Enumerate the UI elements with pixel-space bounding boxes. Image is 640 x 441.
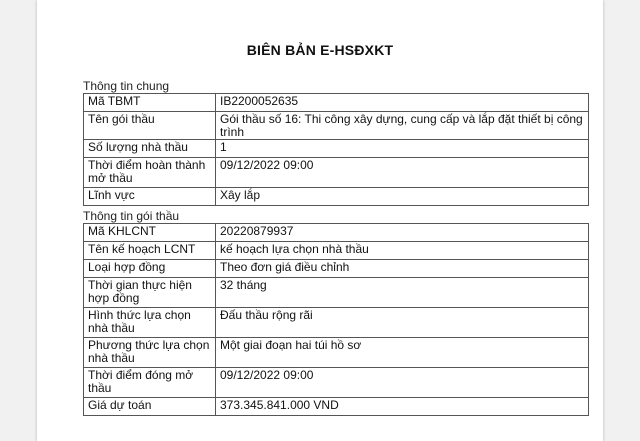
package-info-table	[83, 223, 589, 416]
table-row	[84, 278, 589, 308]
general-info-label: Thông tin chung	[83, 79, 170, 93]
table-row	[84, 338, 589, 368]
row-value: 20220879937	[216, 224, 589, 242]
document-title: BIÊN BẢN E-HSĐXKT	[246, 42, 394, 58]
row-key: Tên kế hoạch LCNT	[84, 242, 216, 260]
general-info-table	[83, 93, 589, 206]
row-key: Thời điểm đóng mở thầu	[84, 368, 216, 398]
package-info-label: Thông tin gói thầu	[83, 209, 180, 223]
row-key: Mã KHLCNT	[84, 224, 216, 242]
table-row	[84, 260, 589, 278]
row-key: Thời điểm hoàn thành mở thầu	[84, 158, 216, 188]
row-value: 32 tháng	[216, 278, 589, 308]
row-value: Gói thầu số 16: Thi công xây dựng, cung cấp và lắp đặt thiết bị công trình	[216, 112, 589, 140]
table-row	[84, 188, 589, 206]
row-value: IB2200052635	[216, 94, 589, 112]
row-value: kế hoạch lựa chọn nhà thầu	[216, 242, 589, 260]
row-key: Số lượng nhà thầu	[84, 140, 216, 158]
row-key: Phương thức lựa chọn nhà thầu	[84, 338, 216, 368]
table-row	[84, 308, 589, 338]
row-key: Hình thức lựa chọn nhà thầu	[84, 308, 216, 338]
row-value: Xây lắp	[216, 188, 589, 206]
document-page	[37, 0, 603, 441]
row-key: Mã TBMT	[84, 94, 216, 112]
row-key: Lĩnh vực	[84, 188, 216, 206]
table-row	[84, 140, 589, 158]
table-row	[84, 242, 589, 260]
row-value: 373.345.841.000 VND	[216, 398, 589, 416]
row-key: Giá dự toán	[84, 398, 216, 416]
row-value: 1	[216, 140, 589, 158]
row-value: Một giai đoạn hai túi hồ sơ	[216, 338, 589, 368]
table-row	[84, 94, 589, 112]
row-key: Loại hợp đồng	[84, 260, 216, 278]
row-value: 09/12/2022 09:00	[216, 158, 589, 188]
row-value: Đấu thầu rộng rãi	[216, 308, 589, 338]
row-key: Tên gói thầu	[84, 112, 216, 140]
table-row	[84, 112, 589, 140]
table-row	[84, 368, 589, 398]
table-row	[84, 398, 589, 416]
table-row	[84, 224, 589, 242]
row-key: Thời gian thực hiện hợp đồng	[84, 278, 216, 308]
row-value: Theo đơn giá điều chỉnh	[216, 260, 589, 278]
table-row	[84, 158, 589, 188]
row-value: 09/12/2022 09:00	[216, 368, 589, 398]
